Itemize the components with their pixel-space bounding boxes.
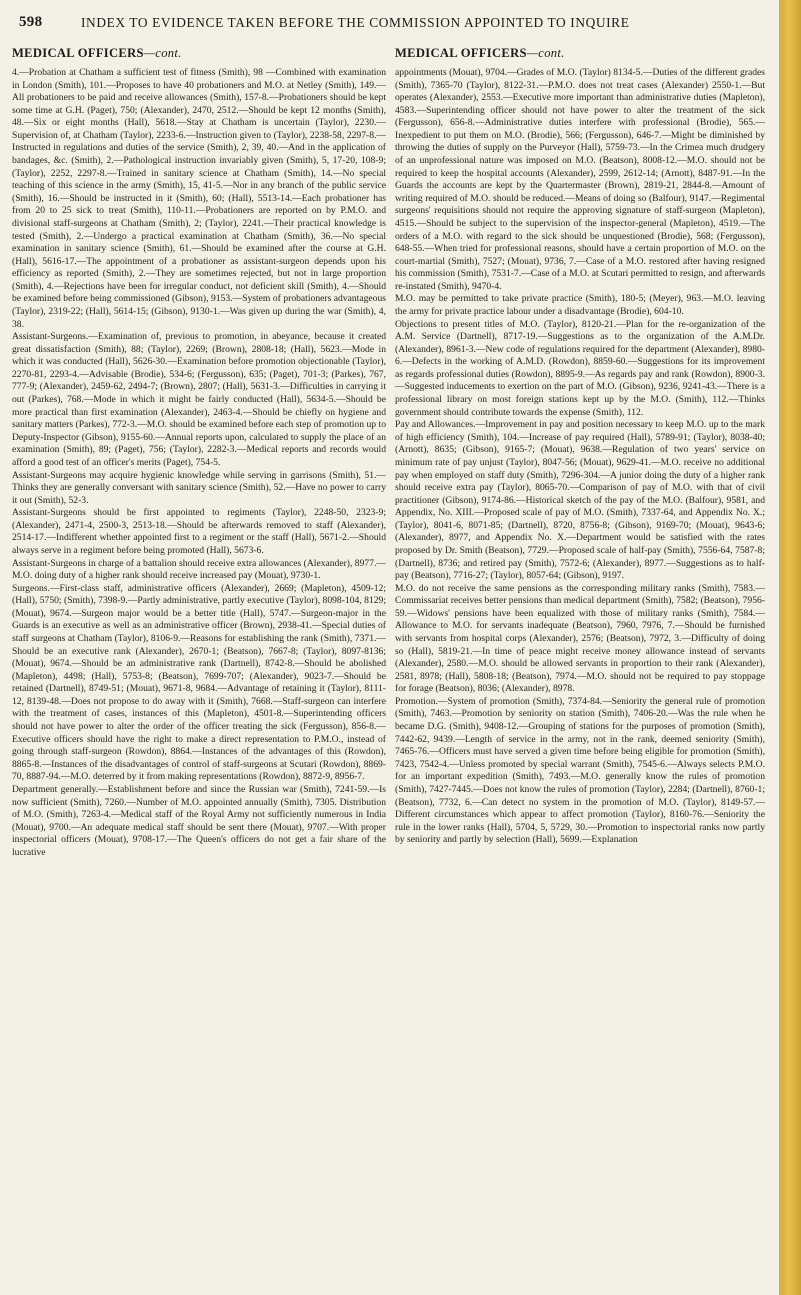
left-column-text: 4.—Probation at Chatham a sufficient test of fitness (Smith), 98 —Combined with examination in London (Smith), 101.—Proposes to have 40 probationers and M.O. at Netley (Smith), 149.—All probationers to be paid and receive allowances (Smith), 157-8.—Probationers should be kept some time at G.H. (Paget), 750; (Alexander), 2470, 2512.—Should be kept 12 months (Smith), 48.—Six or eight months (Hall), 5618.—Stay at Chatham is uncertain (Taylor), 2230.—Supervision of, at Chatham (Taylor), 2233-6.—Instruction given to (Taylor), 2238-58, 2297-8.—Instructed in regulations and duties of the service (Smith), 2, 39, 40.—And in the application of bandages, &c. (Smith), 2.—Pathological instruction invariably given (Smith), 5, 17-20, 108-9; (Taylor), 2252, 2297-8.—Trained in sanitary science at Chatham (Smith), 14.—No special teaching of this science in the army (Smith), 15, 41-5.—Nor in any branch of the public service (Smith), 16.—Should be instructed in it (Smith), 60; (Hall), 5513-14.—Each probationer has from 20 to 25 sick to treat (Smith), 110-11.—Probationers are reported on by P.M.O. and divisional staff-surgeons at Chatham (Smith), 2; (Taylor), 2241.—Their practical knowledge is tested (Smith), 2.—Undergo a practical examination at Chatham (Smith), 36.—No special examination in sanitary science (Smith), 61.—Should be examined after the course at G.H. (Hall), 5616-17.—The appointment of a probationer as assistant-surgeon depends upon his efficiency as reported (Smith), 2.—They are sometimes rejected, but not in large proportion (Smith), 4.—Rejections have been for irregular conduct, not deficient skill (Smith), 4.—Should be examined before being commissioned (Gibson), 9153.—System of probationers advantageous (Taylor), 2319-22; (Hall), 5614-15; (Gibson), 9130-1.—Was given up during the war (Smith), 4, 38. Assistant-Surgeons.—Examination of, previous to promotion, in abeyance, because it created great dissatisfaction (Smith), 88; (Taylor), 2269; (Brown), 2808-18; (Hall), 5623.—Mode in which it was conducted (Hall), 5626-30.—Examination before promotion objectionable (Taylor), 2270-81, 2293-4.—Advisable (Brodie), 534-6; (Fergusson), 635; (Paget), 701-3; (Parkes), 767, 777-9; (Alexander), 2459-62, 2494-7; (Brown), 2807; (Hall), 5631-3.—Difficulties in carrying it out (Parkes), 768.—Mode in which it might be fairly conducted (Hall), 5634-5.—Should be more practical than first examination (Alexander), 2463-4.—Should be chiefly on hygiene and sanitary matters (Parkes), 772-3.—M.O. should be examined before each step of promotion up to Deputy-Inspector (Gibson), 9155-60.—Annual reports upon, calculated to supply the place of an examination (Smith), 89; (Paget), 756; (Taylor), 2282-3.—Medical reports and records would afford a good test of an officer's merits (Paget), 754-5. Assistant-Surgeons may acquire hygienic knowledge while serving in garrisons (Smith), 51.—Thinks they are generally conversant with sanitary science (Smith), 52.—Have no power to carry it out (Smith), 52-3. Assistant-Surgeons should be first appointed to regiments (Taylor), 2248-50, 2323-9; (Alexander), 2471-4, 2500-3, 2513-18.—Should be afterwards removed to staff (Alexander), 2514-17.—Indifferent whether appointed first to a regiment or the staff (Hall), 5671-2.—Should always serve in a regiment before being promoted (Hall), 5673-6. Assistant-Surgeons in charge of a battalion should receive extra allowances (Alexander), 8977.—M.O. doing duty of a higher rank should receive increased pay (Mouat), 9730-1. Surgeons.—First-class staff, administrative officers (Alexander), 2669; (Mapleton), 4509-12; (Hall), 5750; (Smith), 7398-9.—Partly administrative, partly executive (Taylor), 8098-104, 8129; (Mouat), 9674.—Surgeon major would be a better title (Hall), 5747.—Surgeon-major in the Guards is an executive as well as an administrative officer (Brown), 2938-41.—Special duties of staff surgeons at Chatham (Taylor), 8106-9.—Reasons for establishing the rank (Smith), 7371.—Should be an executive rank (Alexander), 2670-1; (Beatson), 7667-8; (Taylor), 8097-8136; (Mouat), 9674.—Should be an administrative rank (Dartnell), 8742-8.—Should be abolished (Mapleton), 4498; (Hall), 5753-8; (Beatson), 7699-707; (Alexander), 9023-7.—Should be retained (Dartnell), 8749-51; (Mouat), 9671-8, 9684.—Advantage of retaining it (Taylor), 8111-12, 8139-48.—Does not propose to do away with it (Smith), 7668.—Staff-surgeon can interfere with the treatment of cases, instances of this (Mapleton), 4501-8.—Superintending officers should not have power to alter the order of the officer treating the sick (Fergusson), 856-8.—Executive officers should have the right to make a direct representation to P.M.O., instead of going through staff-surgeon (Rowdon), 8864.—Instances of the advantages of this (Rowdon), 8865-8.—Instances of the disadvantages of control of staff-surgeons at Scutari (Rowdon), 8869-70, 8887-94.—M.O. deterred by it from making representations (Rowdon), 8872-9, 8956-7. Department generally.—Establishment before and since the Russian war (Smith), 7241-59.—Is now sufficient (Smith), 7260.—Number of M.O. appointed annually (Smith), 7305. Distribution of M.O. (Smith), 7263-4.—Medical staff of the Royal Army not sufficiently numerous in India (Mouat), 9700.—An adequate medical staff should be sent there (Mouat), 9707.—With proper inspectorial officers (Mouat), 9708-17.—The Queen's officers do not get a fair share of the lucrative	[12, 67, 386, 858]
book-edge-strip	[781, 0, 801, 1295]
right-column	[393, 46, 765, 1286]
right-column-text: appointments (Mouat), 9704.—Grades of M.O. (Taylor) 8134-5.—Duties of the different grades (Smith), 7365-70 (Taylor), 8122-31.—P.M.O. does not treat cases (Alexander) 2550-1.—But operates (Alexander), 2553.—Executive more important than administrative duties (Mapleton), 4583.—Superintending officer should not have power to alter the treatment of the sick (Fergusson), 656-8.—Administrative duties interfere with professional (Brodie), 565.—Inexpedient to put them on M.O. (Brodie), 566; (Fergusson), 646-7.—Might be diminished by throwing the duties of supply on the Purveyor (Hall), 5759-73.—In the Crimea much drudgery of an unprofessional nature was imposed on M.O. (Beatson), 8008-12.—M.O. should not be required to keep the hospital accounts (Alexander), 2599, 2612-14; (Arnott), 8487-91.—In the Guards the accounts are kept by the Quartermaster (Brown), 2819-21, 2844-8.—Amount of writing required of M.O. should be reduced.—Means of doing so (Balfour), 9147.—Regimental surgeons' requisitions should not require the approving signature of staff-surgeon (Mapleton), 4515.—Should be subject to the supervision of the inspector-general (Mapleton), 4519.—The orders of a M.O. with regard to the sick should be unquestioned (Brodie), 568; (Fergusson), 648-55.—When tried for professional reasons, should have a certain proportion of M.O. on the court-martial (Smith), 7527; (Mouat), 9736, 7.—Case of a M.O. restored after having resigned his commission (Smith), 7531-7.—Case of a M.O. at Scutari permitted to resign, and afterwards re-instated (Smith), 9470-4. M.O. may be permitted to take private practice (Smith), 180-5; (Meyer), 963.—M.O. leaving the army for private practice labour under a disadvantage (Brodie), 604-10. Objections to present titles of M.O. (Taylor), 8120-21.—Plan for the re-organization of the A.M. Service (Dartnell), 8717-19.—Suggestions as to the organization of the A.M.Dr. (Alexander), 8961-3.—New code of regulations required for the department (Alexander), 8980-6.—Defects in the working of A.M.D. (Rowdon), 8859-60.—Suggestions for its improvement as regards professional duties (Rowdon), 8895-9.—As regards pay and rank (Rowdon), 8900-3.—Suggested inducements to exertion on the part of M.O. (Gibson), 9236, 9241-43.—There is a professional library on most foreign stations kept up by the M.O. (Smith), 112.—Thinks government should contribute towards the expense (Smith), 112. Pay and Allowances.—Improvement in pay and position necessary to keep M.O. up to the mark of high efficiency (Smith), 104.—Increase of pay required (Hall), 5789-91; (Taylor), 8038-40; (Arnott), 8635; (Gibson), 9165-7; (Mouat), 9638.—Regulation of two years' service on minimum rate of pay unjust (Taylor), 8047-56; (Mouat), 9629-41.—M.O. receive no additional pay when employed on staff duty (Smith), 7296-304.—A junior doing the duty of a higher rank should receive extra pay (Taylor), 8065-70.—Comparison of pay of M.O. with that of civil practitioner (Gibson), 9174-86.—Historical sketch of the pay of the M.O. (Balfour), 9581, and Appendix, No. XIII.—Proposed scale of pay of M.O. (Smith), 7337-64, and Appendix No. X.; (Taylor), 8041-6, 8071-85; (Dartnell), 8720, 8756-8; (Gibson), 9169-70; (Mouat), 9643-6; (Alexander), 8977, and Appendix No. X.—Department would be satisfied with the rates proposed by Dr. Smith (Beatson), 7729.—Proposed scale of half-pay (Smith), 7556-64, 7587-8; (Dartnell), 8736; and retired pay (Smith), 7572-6; (Alexander), 8977.—Suggestions as to half-pay (Beatson), 7716-27; (Taylor), 8057-64; (Gibson), 9197. M.O. do not receive the same pensions as the corresponding military ranks (Smith), 7583.—Commissariat receives better pensions than medical department (Smith), 7582; (Beatson), 7956-59.—Widows' pensions have been equalized with those of military ranks (Smith), 7584.—Allowance to M.O. for servants inadequate (Beatson), 7960, 7976, 7.—Should be furnished with servants from hospital corps (Alexander), 2576; (Beatson), 7972, 3.—Difficulty of doing so (Hall), 5819-21.—In time of peace might receive money allowance instead of servants (Alexander), 2580.—M.O. should be allowed servants in proportion to their rank (Alexander), 2581, 8978; (Hall), 5808-18; (Beatson), 7974.—M.O. should not be required to pay stoppage for forage (Beatson), 8036; (Alexander), 8978. Promotion.—System of promotion (Smith), 7374-84.—Seniority the general rule of promotion (Smith), 7463.—Promotion by seniority on station (Smith), 7406-20.—Was the rule when he became D.G. (Smith), 9408-12.—Grouping of stations for the purposes of promotion (Smith), 7442-62, 9439.—Length of service in the army, not in the rank, deemed seniority (Smith), 7465-76.—Officers must have served a given time before being eligible for promotion (Smith), 7423, 7542-4.—Unless promoted by special warrant (Smith), 7545-6.—Always selects P.M.O. for an important expedition (Smith), 7493.—M.O. generally know the rules of promotion (Smith), 7427-7445.—Does not know the rules of promotion (Taylor), 2284; (Dartnell), 8760-1; (Beatson), 7732, 6.—Can detect no system in the promotion of M.O. (Taylor), 8149-57.—Different circumstances which appear to affect promotion (Taylor), 8160-76.—Seniority the rule in the lower ranks (Hall), 5704, 5, 5729, 30.—Promotion to inspectorial ranks now partly by seniority and partly by selection (Hall), 5699.—Explanation	[395, 67, 765, 846]
right-heading-text: MEDICAL OFFICERS	[395, 46, 527, 60]
left-heading-suffix: —cont.	[143, 46, 182, 60]
right-column-heading	[395, 46, 765, 61]
left-column-heading	[12, 46, 386, 61]
left-column	[10, 46, 386, 1286]
running-title: INDEX TO EVIDENCE TAKEN BEFORE THE COMMISSION APPOINTED TO INQUIRE	[81, 15, 630, 30]
right-heading-suffix: —cont.	[526, 46, 565, 60]
left-heading-text: MEDICAL OFFICERS	[12, 46, 144, 60]
page-header	[6, 8, 776, 28]
page-number: 598	[19, 14, 43, 30]
